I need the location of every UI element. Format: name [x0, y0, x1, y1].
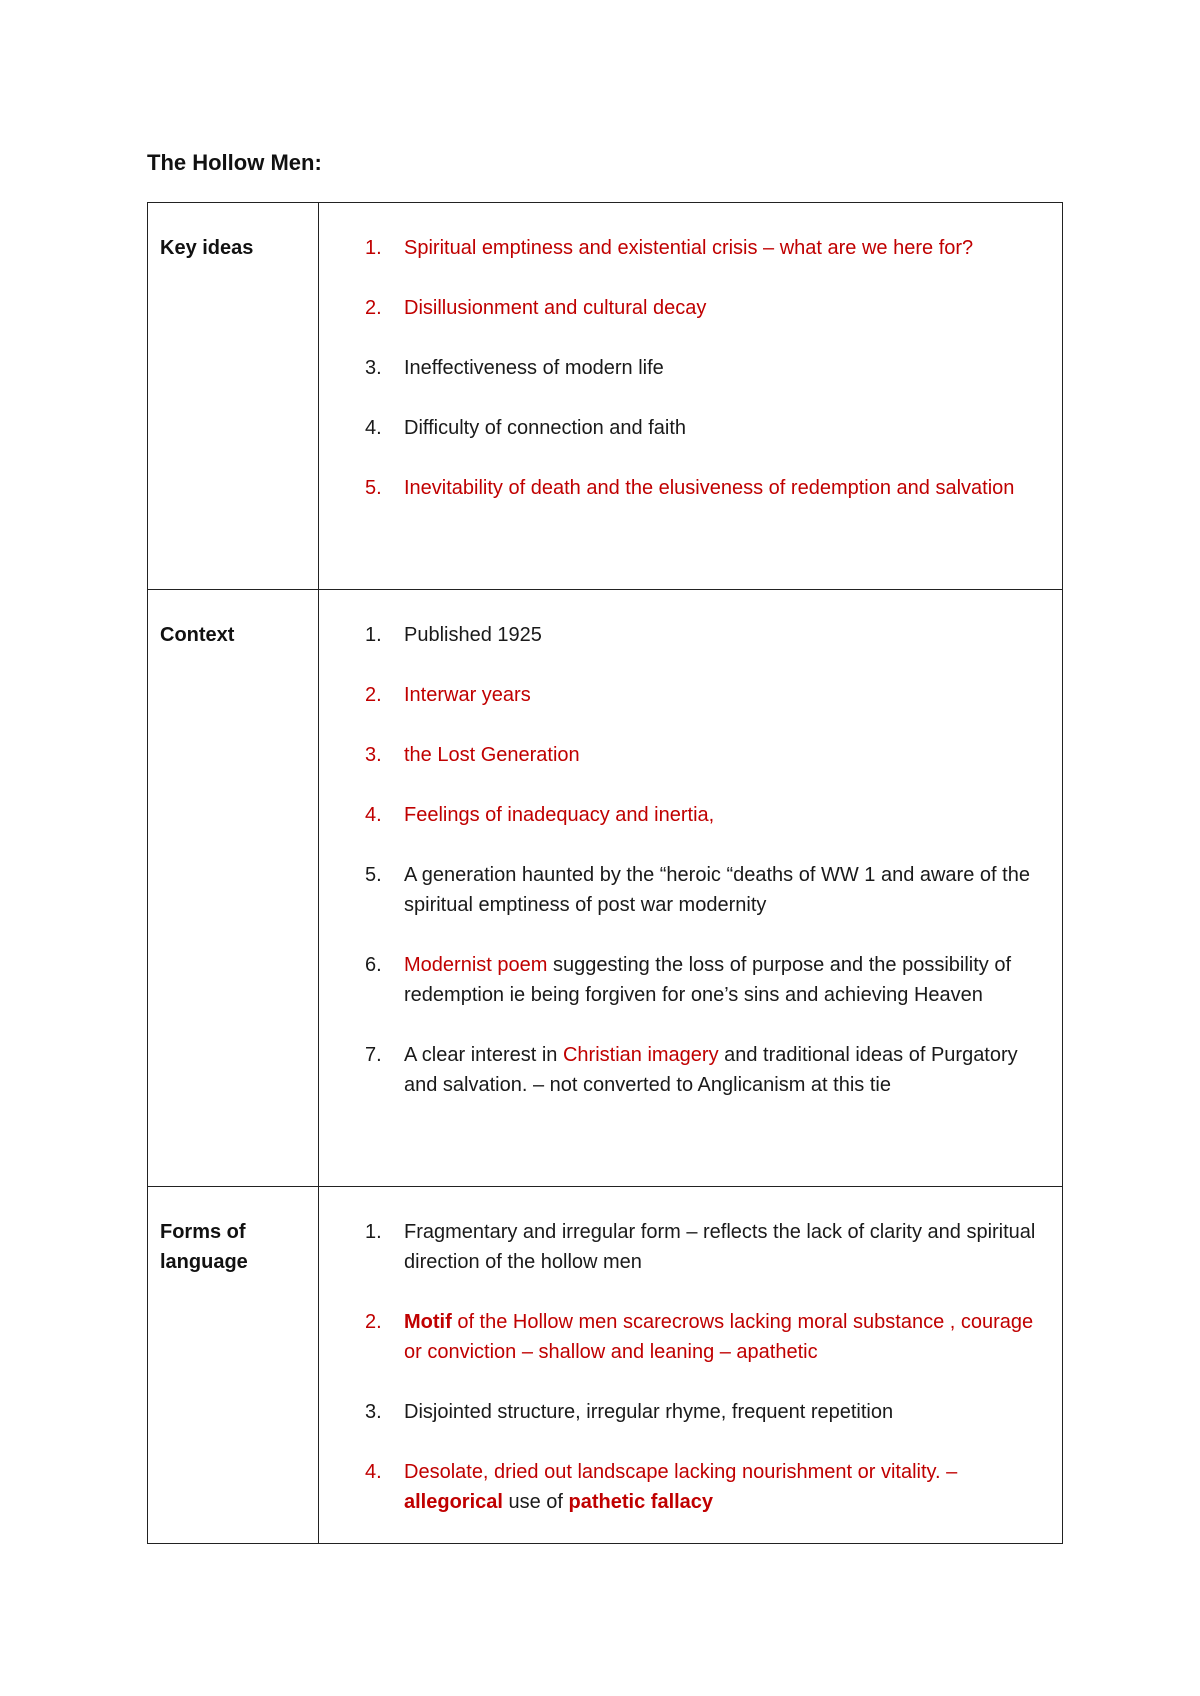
item-text: Modernist poem — [404, 954, 548, 976]
item-number: 2. — [365, 297, 382, 319]
section-label-key-ideas: Key ideas — [160, 237, 254, 259]
list-item — [319, 1307, 1048, 1367]
label-cell — [148, 203, 319, 590]
item-text: use of — [502, 1491, 569, 1513]
item-number: 1. — [365, 1221, 382, 1243]
item-text: the Lost Generation — [404, 744, 580, 766]
item-number: 4. — [365, 417, 382, 439]
list-item — [319, 413, 1048, 443]
list-item — [319, 620, 1048, 650]
item-text: A clear interest in — [404, 1044, 563, 1066]
row-forms-of-language — [148, 1187, 1063, 1544]
list-item — [319, 1457, 1048, 1517]
row-key-ideas — [148, 203, 1063, 590]
list-key-ideas — [319, 203, 1062, 529]
item-number: 7. — [365, 1044, 382, 1066]
item-text: suggesting the loss of purpose and the possibility of redemption ie being forgiven for one’s sins and achieving Heaven — [404, 954, 1012, 1006]
item-text: allegorical — [404, 1491, 503, 1513]
item-number: 3. — [365, 1401, 382, 1423]
list-context — [319, 590, 1062, 1126]
item-number: 2. — [365, 684, 382, 706]
list-item — [319, 860, 1048, 920]
item-number: 1. — [365, 624, 382, 646]
item-text: Ineffectiveness of modern life — [404, 357, 664, 379]
content-cell — [319, 203, 1063, 590]
item-text: and traditional ideas of Purgatory and salvation. – not converted to Anglicanism at this tie — [404, 1044, 1018, 1096]
section-label-forms-of-language: Forms of language — [160, 1221, 248, 1273]
list-item — [319, 293, 1048, 323]
item-text: Fragmentary and irregular form – reflects the lack of clarity and spiritual direction of the hollow men — [404, 1221, 1036, 1273]
item-text: Disillusionment and cultural decay — [404, 297, 707, 319]
label-cell — [148, 1187, 319, 1544]
list-forms-of-language — [319, 1187, 1062, 1543]
label-cell — [148, 590, 319, 1187]
item-number: 3. — [365, 357, 382, 379]
item-number: 5. — [365, 864, 382, 886]
item-number: 5. — [365, 477, 382, 499]
item-text: Interwar years — [404, 684, 531, 706]
list-item — [319, 233, 1048, 263]
item-text: Spiritual emptiness and existential crisis – what are we here for? — [404, 237, 974, 259]
item-text: Christian imagery — [562, 1044, 719, 1066]
item-text: Inevitability of death and the elusiveness of redemption and salvation — [404, 477, 1015, 499]
item-text: Difficulty of connection and faith — [404, 417, 687, 439]
item-text: Disjointed structure, irregular rhyme, frequent repetition — [404, 1401, 894, 1423]
item-number: 4. — [365, 1461, 382, 1483]
item-number: 6. — [365, 954, 382, 976]
item-text: of the Hollow men scarecrows lacking moral substance , courage or conviction – shallow and leaning – apathetic — [404, 1311, 1034, 1363]
item-text: Feelings of inadequacy and inertia, — [404, 804, 715, 826]
item-text: Motif — [404, 1311, 452, 1333]
notes-table — [147, 202, 1063, 1544]
list-item — [319, 1397, 1048, 1427]
list-item — [319, 680, 1048, 710]
list-item — [319, 1040, 1048, 1100]
item-text: Published 1925 — [404, 624, 542, 646]
list-item — [319, 950, 1048, 1010]
content-cell — [319, 590, 1063, 1187]
list-item — [319, 473, 1048, 503]
item-number: 1. — [365, 237, 382, 259]
item-text: pathetic fallacy — [568, 1491, 714, 1513]
item-text: Desolate, dried out landscape lacking nourishment or vitality. – — [404, 1461, 958, 1483]
item-text: A generation haunted by the “heroic “deaths of WW 1 and aware of the spiritual emptiness of post war modernity — [404, 864, 1030, 916]
item-number: 3. — [365, 744, 382, 766]
content-cell — [319, 1187, 1063, 1544]
list-item — [319, 800, 1048, 830]
list-item — [319, 353, 1048, 383]
list-item — [319, 1217, 1048, 1277]
item-number: 2. — [365, 1311, 382, 1333]
row-context — [148, 590, 1063, 1187]
section-label-context: Context — [160, 624, 235, 646]
list-item — [319, 740, 1048, 770]
page-title: The Hollow Men: — [147, 150, 322, 175]
item-number: 4. — [365, 804, 382, 826]
